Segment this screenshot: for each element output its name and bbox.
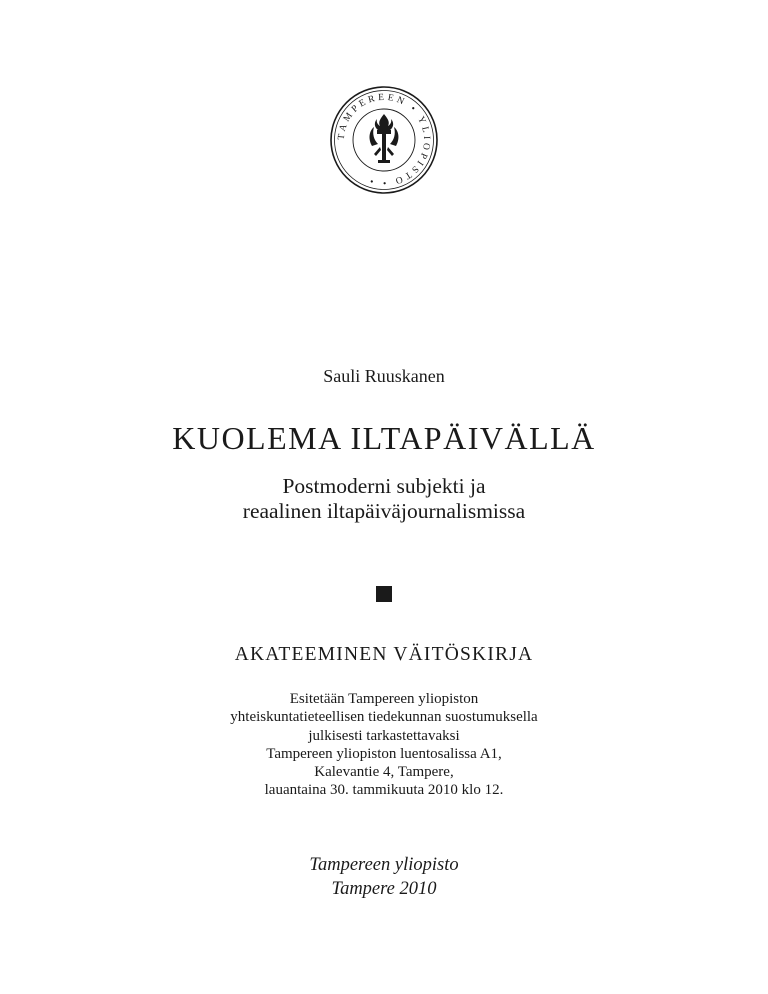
details-line: Kalevantie 4, Tampere,	[314, 764, 454, 781]
details-line: lauantaina 30. tammikuuta 2010 klo 12.	[264, 782, 504, 799]
publisher-name: Tampereen yliopisto	[309, 855, 459, 875]
black-square-icon	[376, 586, 392, 602]
publisher-place-year: Tampere 2010	[331, 879, 437, 899]
details-line: Esitetään Tampereen yliopiston	[289, 691, 479, 707]
details-line: Tampereen yliopiston luentosalissa A1,	[266, 745, 502, 762]
details-line: julkisesti tarkastettavaksi	[308, 727, 460, 744]
document-type: AKATEEMINEN VÄITÖSKIRJA	[234, 644, 534, 665]
defense-details	[0, 690, 768, 800]
thesis-title: KUOLEMA ILTAPÄIVÄLLÄ	[172, 420, 596, 456]
subtitle-line: reaalinen iltapäiväjournalismissa	[242, 499, 526, 523]
details-line: yhteiskuntatieteellisen tiedekunnan suostumuksella	[230, 709, 538, 726]
torch-icon	[370, 114, 399, 163]
subtitle-line: Postmoderni subjekti ja	[282, 474, 486, 498]
university-seal-icon	[328, 84, 440, 196]
author-name: Sauli Ruuskanen	[323, 366, 445, 386]
seal-ring-text: TAMPEREEN • YLIOPISTO • •	[336, 92, 432, 188]
thesis-subtitle	[0, 474, 768, 524]
publisher-block	[0, 853, 768, 901]
